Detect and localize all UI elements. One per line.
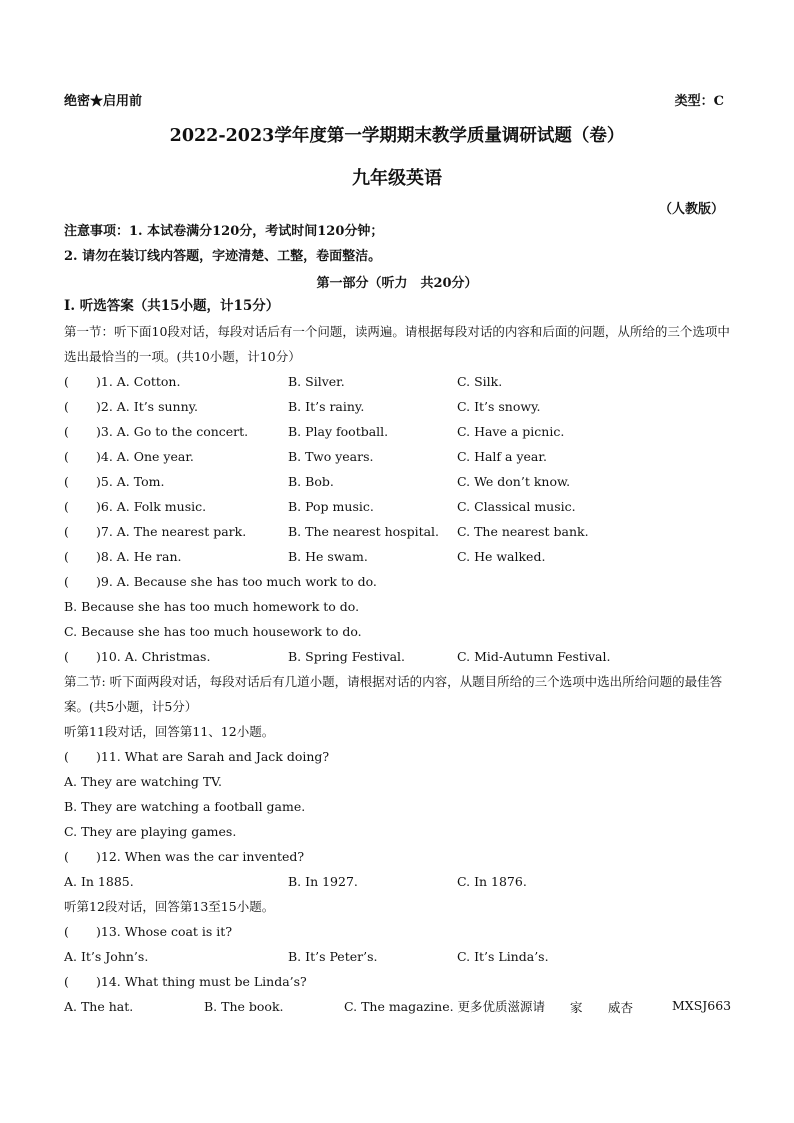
option-b: B. Silver. <box>288 374 345 389</box>
question-stem: ( )7. A. The nearest park. <box>64 524 247 539</box>
question-14-option-a: A. The hat. <box>64 999 134 1014</box>
notes-line-2: 2. 请勿在装订线内答题，字迹清楚、工整，卷面整洁。 <box>64 249 382 264</box>
question-13-option-a: A. It’s John’s. <box>64 949 149 964</box>
option-c: C. The nearest bank. <box>457 524 589 539</box>
question-stem: ( )8. A. He ran. <box>64 549 182 564</box>
section2-intro: 第二节: 听下面两段对话，每段对话后有几道小题，请根据对话的内容，从题目所给的三个选项中选出所给问题的最佳答案。(共5小题，计5分） <box>64 674 723 714</box>
paper-type: 类型：C <box>674 94 724 109</box>
question-10-option-c: C. Mid-Autumn Festival. <box>457 649 611 664</box>
exam-title: 2022-2023学年度第一学期期末教学质量调研试题（卷） <box>169 126 625 146</box>
option-b: B. The nearest hospital. <box>288 524 440 539</box>
question-13-option-b: B. It’s Peter’s. <box>288 949 378 964</box>
option-c: C. It’s snowy. <box>457 399 541 414</box>
notes-line-1: 注意事项：1. 本试卷满分120分，考试时间120分钟； <box>64 224 384 239</box>
question-10-stem: ( )10. A. Christmas. <box>64 649 211 664</box>
section1-intro: 第一节：听下面10段对话，每段对话后有一个问题，读两遍。请根据每段对话的内容和后面的问题，从所给的三个选项中选出最恰当的一项。(共10小题，计10分） <box>64 324 730 364</box>
question-9-option-b: B. Because she has too much homework to do. <box>64 599 360 614</box>
question-10-option-b: B. Spring Festival. <box>288 649 406 664</box>
question-13-stem: ( )13. Whose coat is it? <box>64 924 233 939</box>
question-stem: ( )3. A. Go to the concert. <box>64 424 249 439</box>
question-14-stem: ( )14. What thing must be Linda’s? <box>64 974 307 989</box>
edition-label: （人教版） <box>658 202 724 217</box>
question-12-option-c: C. In 1876. <box>457 874 527 889</box>
question-11-stem: ( )11. What are Sarah and Jack doing? <box>64 749 330 764</box>
option-c: C. Silk. <box>457 374 503 389</box>
question-stem: ( )4. A. One year. <box>64 449 194 464</box>
option-c: C. He walked. <box>457 549 546 564</box>
watermark-text-1: 家 <box>570 1000 583 1015</box>
question-12-option-b: B. In 1927. <box>288 874 358 889</box>
question-14-option-c: C. The magazine. 更多优质滋源请 <box>344 999 546 1014</box>
option-b: B. He swam. <box>288 549 368 564</box>
question-9-stem: ( )9. A. Because she has too much work to do. <box>64 574 377 589</box>
option-b: B. Two years. <box>288 449 374 464</box>
option-b: B. Bob. <box>288 474 334 489</box>
subject-title: 九年级英语 <box>352 168 442 189</box>
option-c: C. We don’t know. <box>457 474 571 489</box>
question-stem: ( )1. A. Cotton. <box>64 374 181 389</box>
question-9-option-c: C. Because she has too much housework to do. <box>64 624 362 639</box>
question-12-stem: ( )12. When was the car invented? <box>64 849 305 864</box>
question-11-option-a: A. They are watching TV. <box>64 774 222 789</box>
question-stem: ( )5. A. Tom. <box>64 474 165 489</box>
question-12-option-a: A. In 1885. <box>64 874 134 889</box>
watermark-text-3: MXSJ663 <box>672 998 732 1013</box>
option-c: C. Half a year. <box>457 449 547 464</box>
dialog-11-intro: 听第11段对话，回答第11、12小题。 <box>64 724 275 739</box>
question-14-option-b: B. The book. <box>204 999 284 1014</box>
confidential-label: 绝密★启用前 <box>64 94 143 109</box>
option-c: C. Classical music. <box>457 499 576 514</box>
option-b: B. Pop music. <box>288 499 374 514</box>
option-c: C. Have a picnic. <box>457 424 565 439</box>
question-11-option-c: C. They are playing games. <box>64 824 237 839</box>
watermark-text-2: 威杏 <box>608 1000 634 1015</box>
question-13-option-c: C. It’s Linda’s. <box>457 949 549 964</box>
dialog-12-intro: 听第12段对话，回答第13至15小题。 <box>64 899 275 914</box>
part1-title: 第一部分（听力 共20分） <box>316 276 478 291</box>
option-b: B. Play football. <box>288 424 389 439</box>
section-heading: Ⅰ. 听选答案（共15小题，计15分） <box>64 298 280 314</box>
question-11-option-b: B. They are watching a football game. <box>64 799 306 814</box>
question-stem: ( )6. A. Folk music. <box>64 499 207 514</box>
question-stem: ( )2. A. It’s sunny. <box>64 399 199 414</box>
option-b: B. It’s rainy. <box>288 399 365 414</box>
